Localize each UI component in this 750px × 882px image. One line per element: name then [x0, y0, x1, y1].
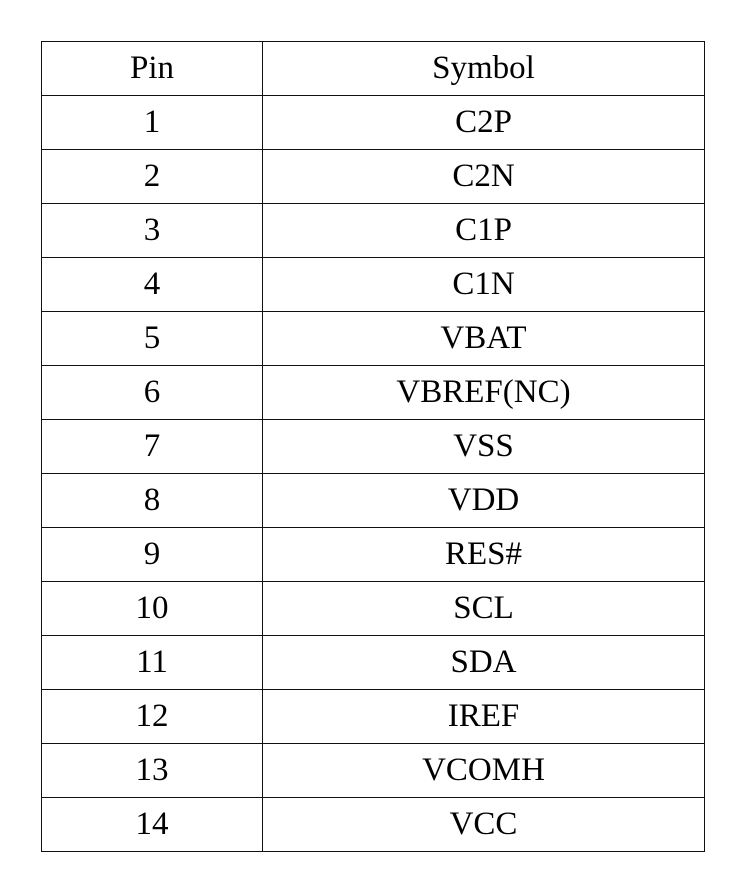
symbol-cell: SCL [263, 582, 705, 636]
pin-cell: 7 [42, 420, 263, 474]
table-row [42, 798, 705, 852]
pin-symbol-table [41, 41, 705, 852]
symbol-cell: VSS [263, 420, 705, 474]
symbol-cell: VCC [263, 798, 705, 852]
pin-cell: 8 [42, 474, 263, 528]
pin-cell: 4 [42, 258, 263, 312]
pin-cell: 5 [42, 312, 263, 366]
table-row [42, 420, 705, 474]
pin-cell: 10 [42, 582, 263, 636]
symbol-cell: VBAT [263, 312, 705, 366]
symbol-cell: VDD [263, 474, 705, 528]
symbol-cell: C2N [263, 150, 705, 204]
table-row [42, 690, 705, 744]
table-row [42, 366, 705, 420]
symbol-cell: IREF [263, 690, 705, 744]
table-row [42, 204, 705, 258]
pin-cell: 6 [42, 366, 263, 420]
table-row [42, 258, 705, 312]
pin-cell: 14 [42, 798, 263, 852]
pin-cell: 9 [42, 528, 263, 582]
table-row [42, 312, 705, 366]
symbol-cell: C2P [263, 96, 705, 150]
table-row [42, 744, 705, 798]
symbol-cell: VBREF(NC) [263, 366, 705, 420]
header-symbol: Symbol [263, 42, 705, 96]
pin-cell: 12 [42, 690, 263, 744]
symbol-cell: SDA [263, 636, 705, 690]
symbol-cell: C1P [263, 204, 705, 258]
pin-cell: 11 [42, 636, 263, 690]
table-row [42, 474, 705, 528]
pin-cell: 13 [42, 744, 263, 798]
table-header-row [42, 42, 705, 96]
table-row [42, 528, 705, 582]
symbol-cell: VCOMH [263, 744, 705, 798]
table-row [42, 582, 705, 636]
pin-cell: 2 [42, 150, 263, 204]
header-pin: Pin [42, 42, 263, 96]
symbol-cell: C1N [263, 258, 705, 312]
symbol-cell: RES# [263, 528, 705, 582]
pin-cell: 1 [42, 96, 263, 150]
pin-cell: 3 [42, 204, 263, 258]
table-row [42, 150, 705, 204]
table-row [42, 636, 705, 690]
table-row [42, 96, 705, 150]
